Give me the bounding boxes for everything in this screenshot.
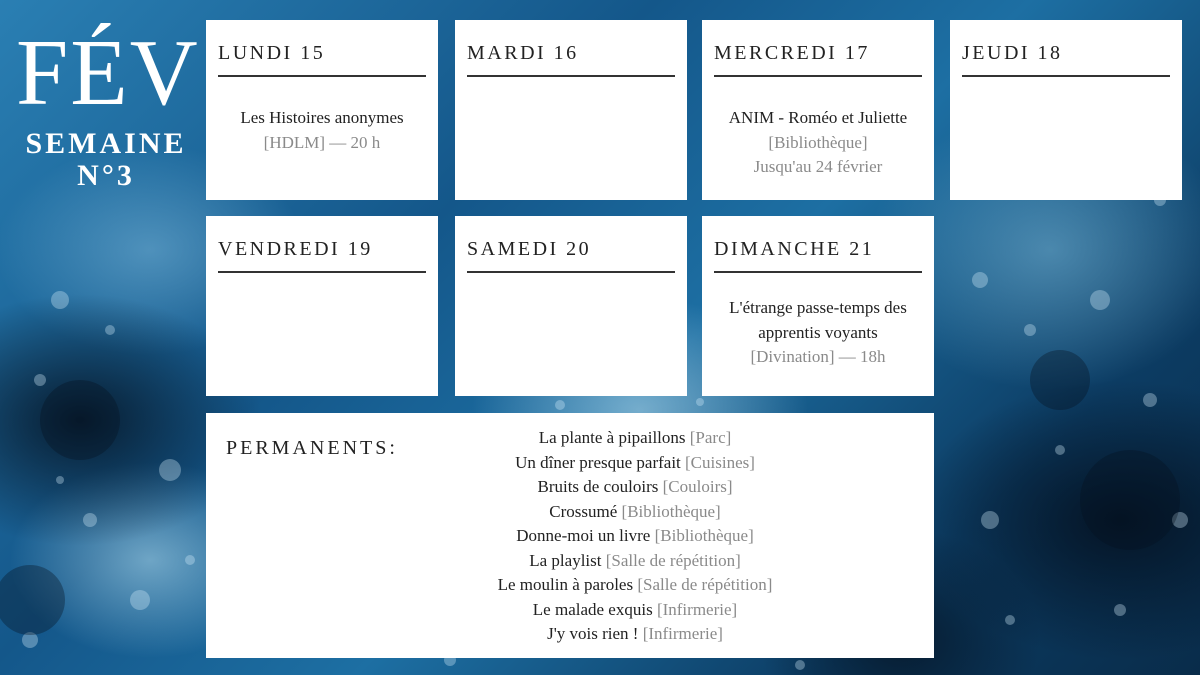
permanent-location: [Infirmerie] <box>642 624 723 643</box>
permanent-name: Donne-moi un livre <box>516 526 651 545</box>
list-item <box>366 573 904 598</box>
event-location: [Divination] — 18h <box>750 347 886 366</box>
list-item <box>366 451 904 476</box>
permanent-name: J'y vois rien ! <box>547 624 639 643</box>
week-label-line2: N°3 <box>77 159 135 192</box>
permanent-location: [Infirmerie] <box>656 599 738 619</box>
permanent-location: [Bibliothèque] <box>621 501 721 521</box>
permanent-name: La plante à pipaillons <box>538 428 686 447</box>
week-label-line1: SEMAINE <box>25 127 187 160</box>
day-title: MARDI 16 <box>467 42 675 77</box>
permanents-list <box>366 426 904 647</box>
event-location: [Bibliothèque] <box>768 132 868 152</box>
day-title: SAMEDI 20 <box>467 238 675 273</box>
month-label: FÉV <box>16 21 200 125</box>
list-item <box>366 475 904 500</box>
day-events <box>710 106 926 180</box>
permanent-location: [Cuisines] <box>685 452 755 472</box>
permanent-location: [Parc] <box>689 428 732 447</box>
list-item <box>366 524 904 549</box>
day-card-sunday <box>702 216 934 396</box>
event-name: Les Histoires anonymes <box>240 108 404 127</box>
permanent-name: Bruits de couloirs <box>537 477 659 496</box>
event-location: [HDLM] — 20 h <box>263 132 381 152</box>
day-title: JEUDI 18 <box>962 42 1170 77</box>
event-name-line2: apprentis voyants <box>758 322 878 342</box>
day-title: LUNDI 15 <box>218 42 426 77</box>
list-item <box>366 622 904 647</box>
permanents-card <box>206 413 934 658</box>
day-card-friday <box>206 216 438 396</box>
day-events <box>710 296 926 370</box>
list-item <box>366 500 904 525</box>
permanent-location: [Bibliothèque] <box>654 526 754 545</box>
day-card-saturday <box>455 216 687 396</box>
week-label <box>16 128 196 192</box>
day-title: VENDREDI 19 <box>218 238 426 273</box>
permanent-location: [Salle de répétition] <box>605 550 741 570</box>
permanent-location: [Couloirs] <box>662 477 733 496</box>
permanent-location: [Salle de répétition] <box>637 575 773 594</box>
list-item <box>366 549 904 574</box>
permanent-name: Un dîner presque parfait <box>515 452 681 472</box>
day-title: MERCREDI 17 <box>714 42 922 77</box>
permanent-name: La playlist <box>529 550 602 570</box>
day-card-monday <box>206 20 438 200</box>
day-title: DIMANCHE 21 <box>714 238 922 273</box>
day-card-wednesday <box>702 20 934 200</box>
permanents-title: PERMANENTS: <box>226 437 398 459</box>
day-card-tuesday <box>455 20 687 200</box>
day-card-thursday <box>950 20 1182 200</box>
event-name: ANIM - Roméo et Juliette <box>728 108 908 127</box>
permanent-name: Le malade exquis <box>532 599 653 619</box>
event-note: Jusqu'au 24 février <box>753 157 883 176</box>
list-item <box>366 426 904 451</box>
list-item <box>366 598 904 623</box>
permanent-name: Crossumé <box>549 501 618 521</box>
day-events <box>214 106 430 155</box>
event-name-line1: L'étrange passe-temps des <box>729 298 907 317</box>
permanent-name: Le moulin à paroles <box>497 575 634 594</box>
